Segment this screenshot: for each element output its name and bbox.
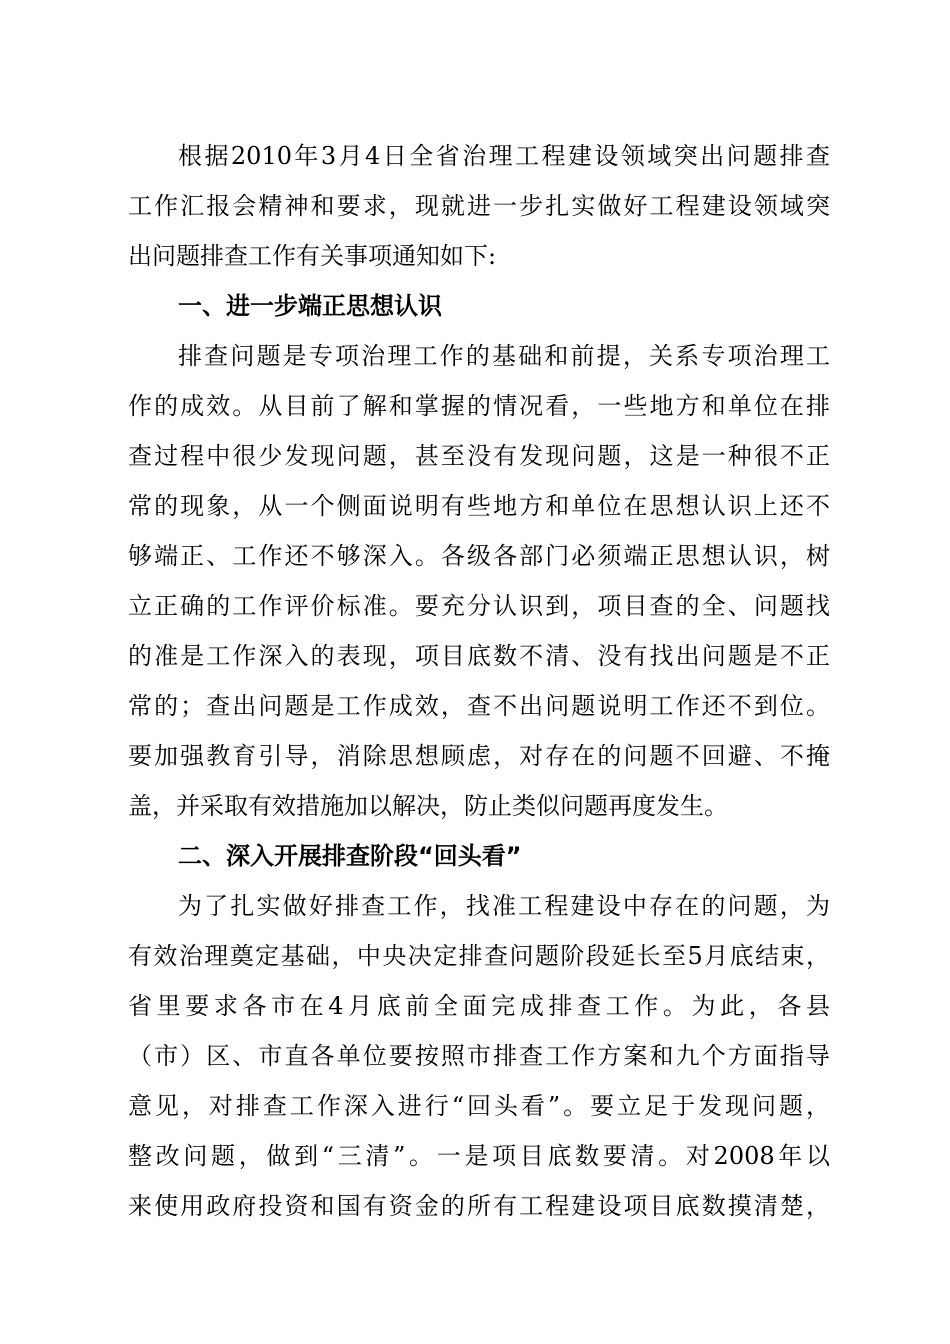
section-1-line-7: 的准是工作深入的表现，项目底数不清、没有找出问题是不正 <box>128 642 830 670</box>
section-2-line-3: 省里要求各市在4月底前全面完成排查工作。为此，各县 <box>128 992 830 1020</box>
intro-line-1: 根据2010年3月4日全省治理工程建设领域突出问题排查 <box>178 142 830 170</box>
section-2-line-7: 来使用政府投资和国有资金的所有工程建设项目底数摸清楚， <box>128 1192 830 1220</box>
intro-line-2: 工作汇报会精神和要求，现就进一步扎实做好工程建设领域突 <box>128 192 830 220</box>
section-2-line-2: 有效治理奠定基础，中央决定排查问题阶段延长至5月底结束， <box>128 942 830 970</box>
section-1-line-9: 要加强教育引导，消除思想顾虑，对存在的问题不回避、不掩 <box>128 742 830 770</box>
section-2-line-5: 意见，对排查工作深入进行“回头看”。要立足于发现问题， <box>128 1092 830 1120</box>
intro-line-3: 出问题排查工作有关事项通知如下: <box>128 242 497 270</box>
section-1-line-5: 够端正、工作还不够深入。各级各部门必须端正思想认识，树 <box>128 542 830 570</box>
section-2-line-4: （市）区、市直各单位要按照市排查工作方案和九个方面指导 <box>128 1042 830 1070</box>
section-1-line-1: 排查问题是专项治理工作的基础和前提，关系专项治理工 <box>178 342 830 370</box>
section-1-line-6: 立正确的工作评价标准。要充分认识到，项目查的全、问题找 <box>128 592 830 620</box>
section-1-line-2: 作的成效。从目前了解和掌握的情况看，一些地方和单位在排 <box>128 392 830 420</box>
section-1-line-10: 盖，并采取有效措施加以解决，防止类似问题再度发生。 <box>128 792 728 820</box>
section-1-heading: 一、进一步端正思想认识 <box>178 292 442 320</box>
section-1-line-3: 查过程中很少发现问题，甚至没有发现问题，这是一种很不正 <box>128 442 830 470</box>
section-1-line-8: 常的；查出问题是工作成效，查不出问题说明工作还不到位。 <box>128 692 830 720</box>
section-2-heading: 二、深入开展排查阶段“回头看” <box>178 842 522 870</box>
section-2-line-6: 整改问题，做到“三清”。一是项目底数要清。对2008年以 <box>128 1142 830 1170</box>
section-1-line-4: 常的现象，从一个侧面说明有些地方和单位在思想认识上还不 <box>128 492 830 520</box>
section-2-line-1: 为了扎实做好排查工作，找准工程建设中存在的问题，为 <box>178 892 830 920</box>
